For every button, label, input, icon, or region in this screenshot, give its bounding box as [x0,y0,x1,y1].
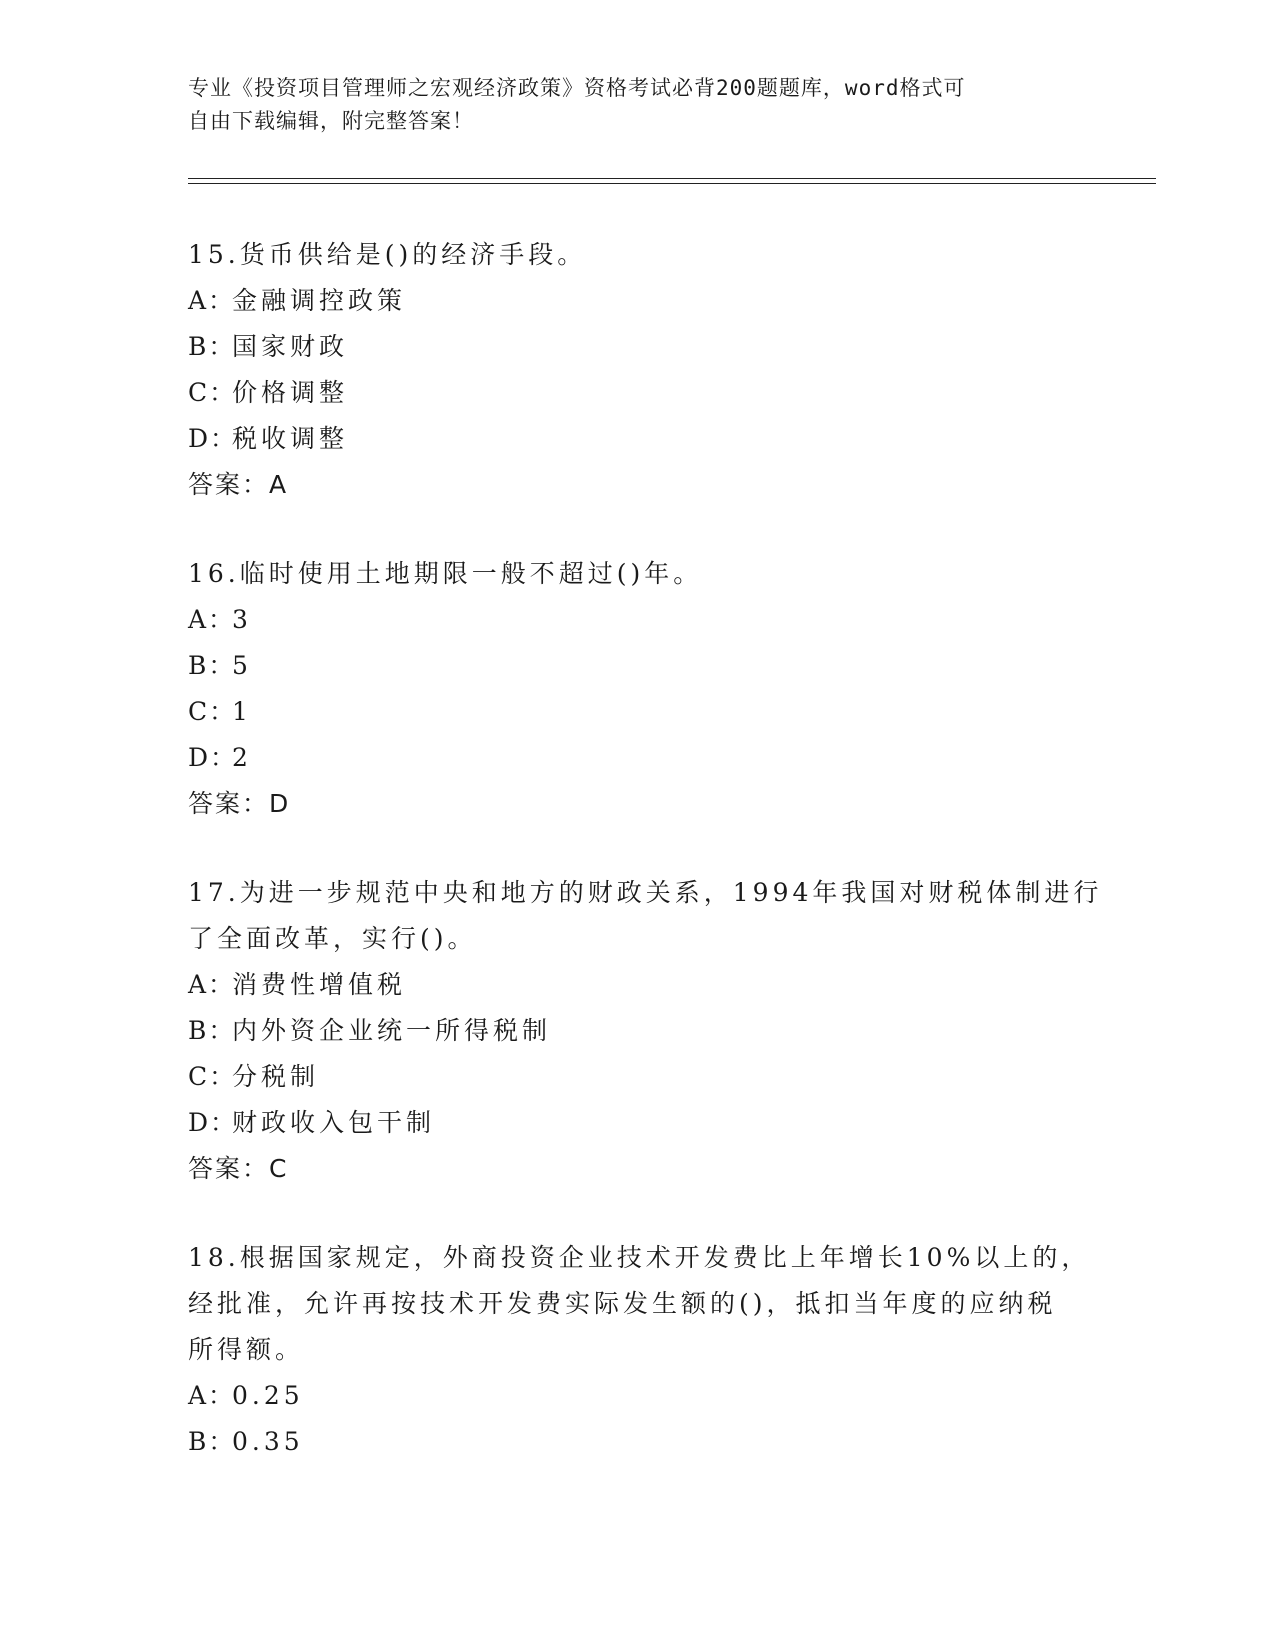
question-stem-line-1: 17.为进一步规范中央和地方的财政关系，1994年我国对财税体制进行 [188,878,1103,907]
answer: 答案：C [188,1154,289,1183]
option-a [188,1373,1088,1419]
option-key: D： [188,424,238,453]
option-key: A： [188,970,236,999]
option-text: 0.35 [232,1427,304,1456]
option-b [188,324,1088,370]
document-header [188,72,1088,138]
option-text: 金融调控政策 [232,286,407,315]
answer: 答案：A [188,470,289,499]
option-d [188,1100,1088,1146]
question-stem-line-2: 经批准，允许再按技术开发费实际发生额的()，抵扣当年度的应纳税 [188,1289,1057,1318]
question-stem-line-3: 所得额。 [188,1335,305,1364]
option-text: 价格调整 [232,378,349,407]
option-key: B： [188,1427,236,1456]
option-a [188,962,1088,1008]
option-b [188,1008,1088,1054]
option-text: 财政收入包干制 [232,1108,436,1137]
option-b [188,643,1088,689]
option-key: D： [188,743,238,772]
option-key: D： [188,1108,238,1137]
option-text: 2 [232,743,252,772]
option-c [188,1054,1088,1100]
option-text: 0.25 [232,1381,304,1410]
question-15 [188,232,1088,508]
option-text: 消费性增值税 [232,970,407,999]
answer: 答案：D [188,789,291,818]
question-stem-line-2: 了全面改革，实行()。 [188,924,477,953]
question-16 [188,551,1088,827]
option-text: 税收调整 [232,424,349,453]
question-18 [188,1235,1091,1465]
option-text: 内外资企业统一所得税制 [232,1016,552,1045]
option-text: 5 [232,651,252,680]
option-key: A： [188,605,236,634]
header-line-1: 专业《投资项目管理师之宏观经济政策》资格考试必背200题题库，word格式可 [188,76,966,100]
option-key: B： [188,651,236,680]
option-a [188,278,1088,324]
option-key: B： [188,332,236,361]
question-17 [188,870,1103,1192]
question-stem: 16.临时使用土地期限一般不超过()年。 [188,559,703,588]
option-text: 分税制 [232,1062,320,1091]
option-d [188,416,1088,462]
option-text: 3 [232,605,252,634]
question-stem-line-1: 18.根据国家规定，外商投资企业技术开发费比上年增长10%以上的， [188,1243,1091,1272]
header-divider-bottom [188,183,1156,184]
option-b [188,1419,1088,1465]
header-divider-top [188,178,1156,179]
option-key: A： [188,1381,236,1410]
option-d [188,735,1088,781]
option-key: A： [188,286,236,315]
question-stem: 15.货币供给是()的经济手段。 [188,240,587,269]
option-key: C： [188,697,237,726]
option-key: B： [188,1016,236,1045]
option-c [188,689,1088,735]
option-key: C： [188,378,237,407]
option-text: 1 [232,697,252,726]
header-line-2: 自由下载编辑，附完整答案！ [188,109,474,133]
option-a [188,597,1088,643]
option-text: 国家财政 [232,332,349,361]
option-c [188,370,1088,416]
option-key: C： [188,1062,237,1091]
